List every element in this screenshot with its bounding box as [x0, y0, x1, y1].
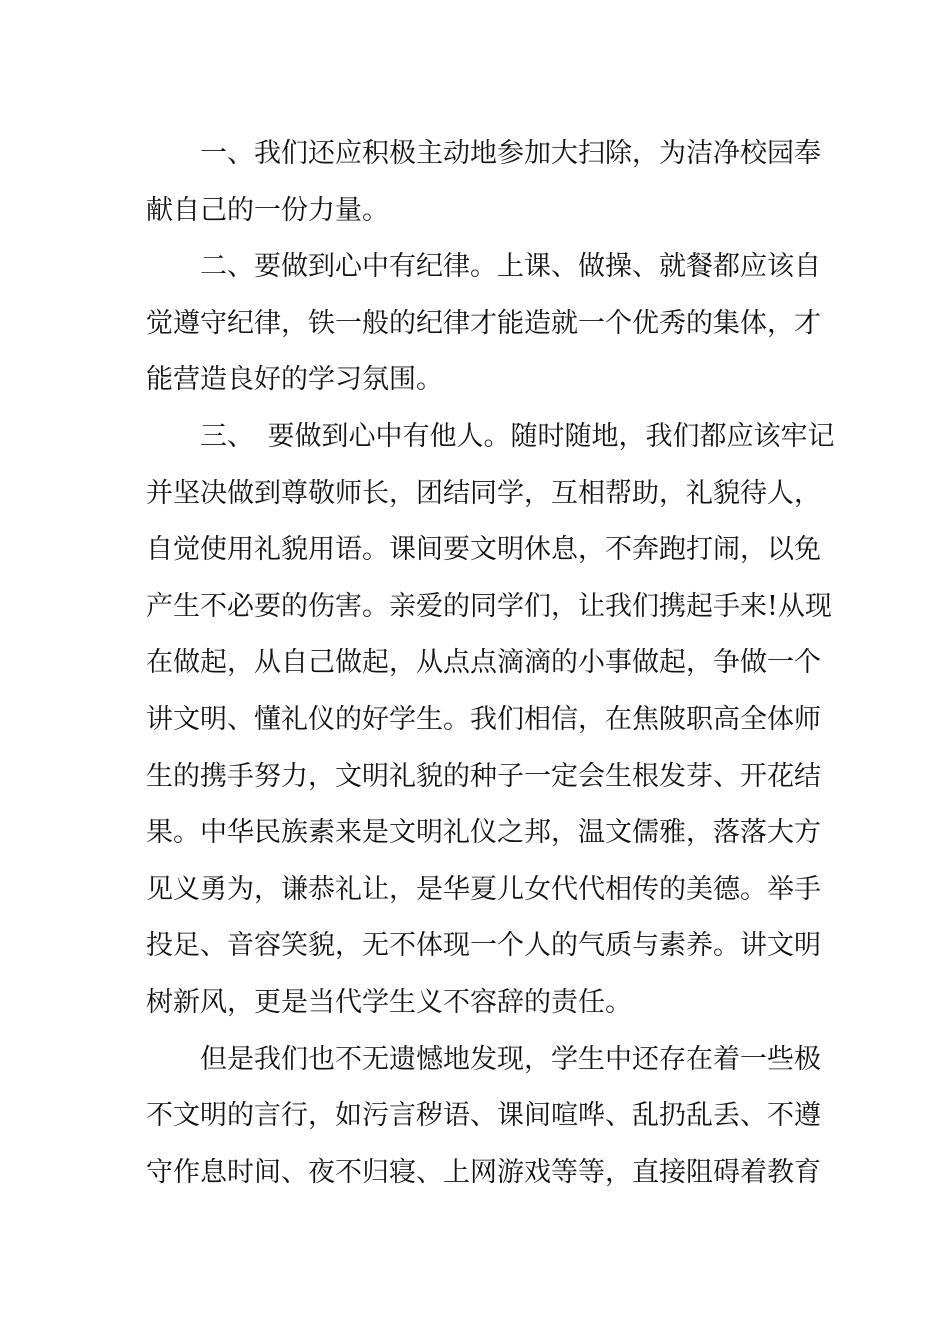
text-line: 生的携手努力，文明礼貌的种子一定会生根发芽、开花结: [146, 760, 821, 792]
paragraph-4: [146, 1032, 821, 1202]
text-line: 不文明的言行，如污言秽语、课间喧哗、乱扔乱丢、不遵: [146, 1100, 821, 1132]
text-line: 投足、音容笑貌，无不体现一个人的气质与素养。讲文明: [146, 930, 821, 962]
paragraph-2: [146, 239, 821, 409]
text-line: 献自己的一份力量。: [146, 194, 389, 226]
text-line: 觉遵守纪律，铁一般的纪律才能造就一个优秀的集体，才: [146, 307, 821, 339]
text-line: 见义勇为，谦恭礼让，是华夏儿女代代相传的美德。举手: [146, 873, 821, 905]
text-line: 能营造良好的学习氛围。: [146, 364, 443, 396]
text-line: 讲文明、懂礼仪的好学生。我们相信，在焦陂职高全体师: [146, 703, 821, 735]
text-line: 果。中华民族素来是文明礼仪之邦，温文儒雅，落落大方: [146, 817, 821, 849]
text-line: 并坚决做到尊敬师长，团结同学，互相帮助，礼貌待人，: [146, 477, 821, 509]
text-line: 树新风，更是当代学生义不容辞的责任。: [146, 986, 632, 1018]
text-line: 产生不必要的伤害。亲爱的同学们，让我们携起手来!从现: [146, 590, 832, 622]
text-line: 自觉使用礼貌用语。课间要文明休息，不奔跑打闹，以免: [146, 534, 821, 566]
text-line: 在做起，从自己做起，从点点滴滴的小事做起，争做一个: [146, 647, 821, 679]
paragraph-3: [146, 409, 835, 1032]
paragraph-1: [146, 126, 821, 239]
text-line: 二、要做到心中有纪律。上课、做操、就餐都应该自: [200, 251, 821, 283]
text-line: 三、 要做到心中有他人。随时随地，我们都应该牢记: [200, 420, 835, 452]
text-line: 一、我们还应积极主动地参加大扫除，为洁净校园奉: [200, 138, 821, 169]
text-line: 但是我们也不无遗憾地发现，学生中还存在着一些极: [200, 1043, 821, 1075]
text-line: 守作息时间、夜不归寝、上网游戏等等，直接阻碍着教育: [146, 1156, 821, 1188]
document-body: [146, 126, 835, 1201]
